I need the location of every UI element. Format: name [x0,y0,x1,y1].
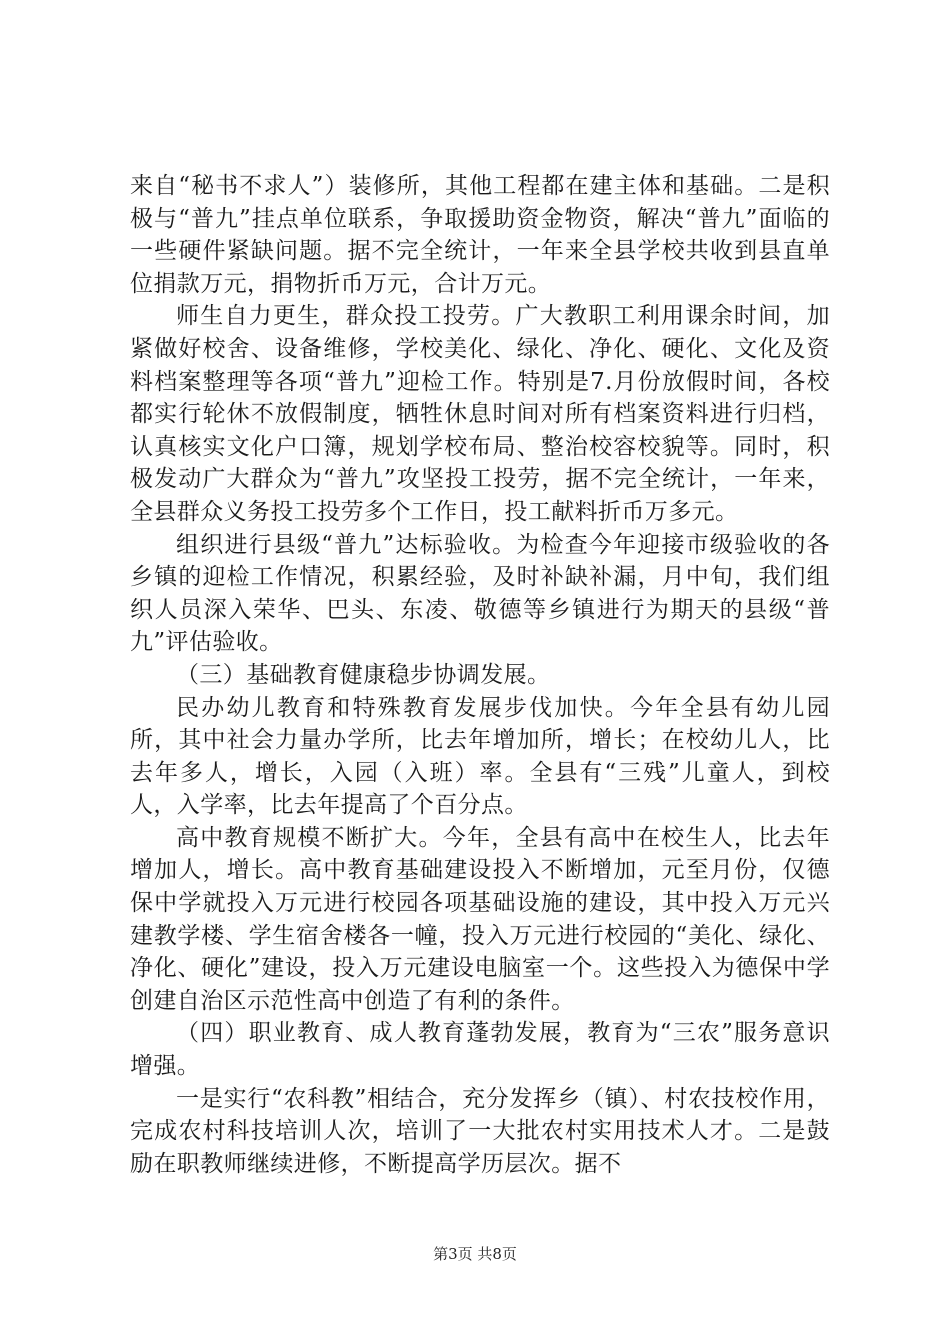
paragraph: 来自“秘书不求人”）装修所，其他工程都在建主体和基础。二是积极与“普九”挂点单位联系，争取援助资金物资，解决“普九”面临的一些硬件紧缺问题。据不完全统计，一年来全县学校共收到县直单位捐款万元，捐物折币万元，合计万元。 [130,173,830,297]
section-heading: （三）基础教育健康稳步协调发展。 [176,661,551,688]
section-heading: （四）职业教育、成人教育蓬勃发展，教育为“三农”服务意识增强。 [130,1020,830,1080]
paragraph: 民办幼儿教育和特殊教育发展步伐加快。今年全县有幼儿园所，其中社会力量办学所，比去年增加所，增长；在校幼儿人，比去年多人，增长，入园（入班）率。全县有“三残”儿童人，到校人，入学率，比去年提高了个百分点。 [130,694,830,819]
paragraph: 组织进行县级“普九”达标验收。为检查今年迎接市级验收的各乡镇的迎检工作情况，积累经验，及时补缺补漏，月中旬，我们组织人员深入荣华、巴头、东凌、敬德等乡镇进行为期天的县级“普九”评估验收。 [130,531,830,656]
page-number-footer: 第3页 共8页 [433,1245,517,1263]
paragraph: 师生自力更生，群众投工投劳。广大教职工利用课余时间，加紧做好校舍、设备维修，学校美化、绿化、净化、硬化、文化及资料档案整理等各项“普九”迎检工作。特别是7.月份放假时间，各校都实行轮休不放假制度，牺牲休息时间对所有档案资料进行归档，认真核实文化户口簿，规划学校布局、整治校容校貌等。同时，积极发动广大群众为“普九”攻坚投工投劳，据不完全统计，一年来，全县群众义务投工投劳多个工作日，投工献料折币万多元。 [130,303,830,525]
document-body [130,170,830,1180]
paragraph: 一是实行“农科教”相结合，充分发挥乡（镇）、村农技校作用，完成农村科技培训人次，培训了一大批农村实用技术人才。二是鼓励在职教师继续进修，不断提高学历层次。据不 [130,1085,830,1177]
paragraph: 高中教育规模不断扩大。今年，全县有高中在校生人，比去年增加人，增长。高中教育基础建设投入不断增加，元至月份，仅德保中学就投入万元进行校园各项基础设施的建设，其中投入万元兴建教学楼、学生宿舍楼各一幢，投入万元进行校园的“美化、绿化、净化、硬化”建设，投入万元建设电脑室一个。这些投入为德保中学创建自治区示范性高中创造了有利的条件。 [130,824,830,1014]
